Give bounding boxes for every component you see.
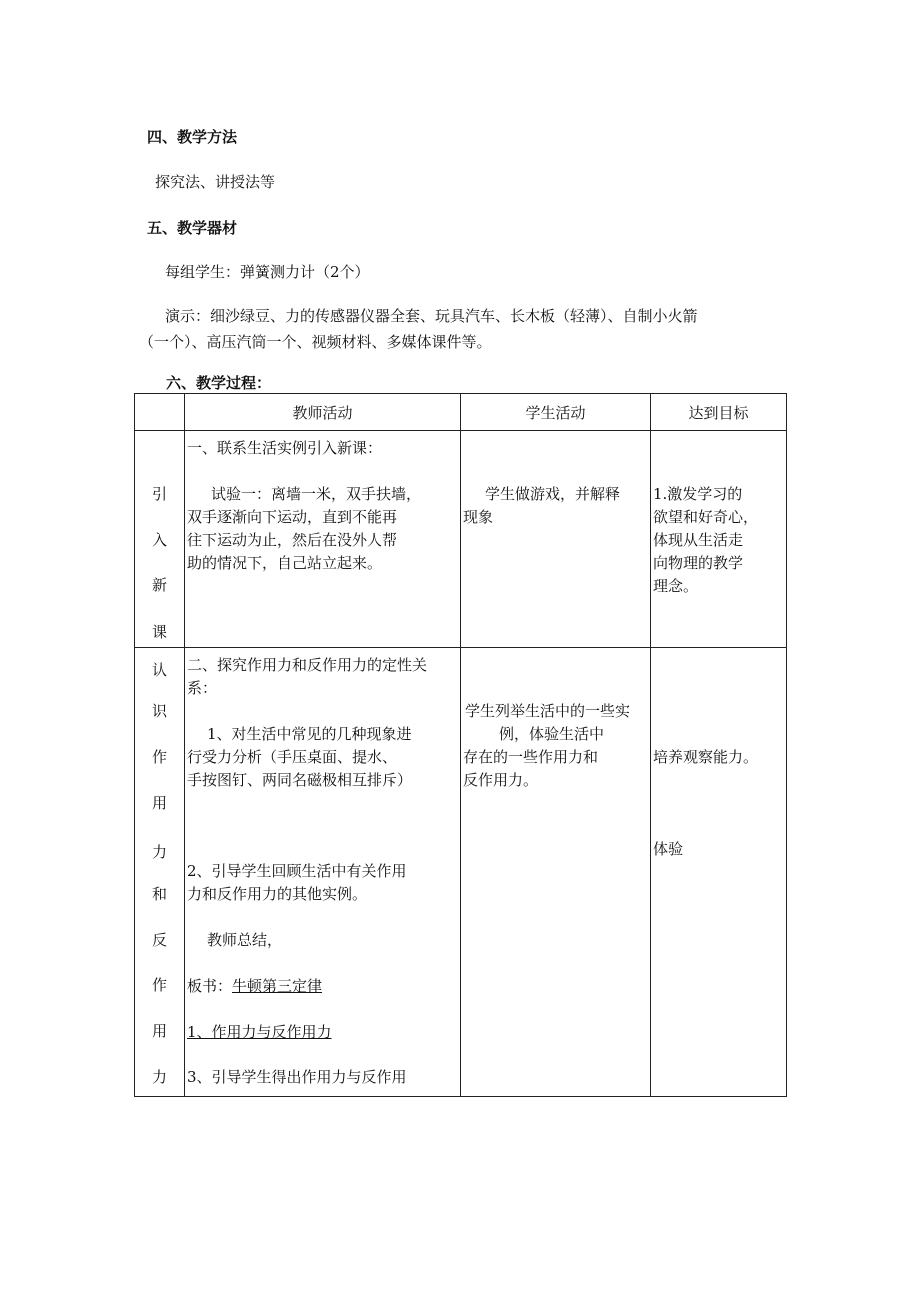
table-row-intro: [135, 431, 787, 648]
text-line: 体验: [653, 840, 684, 858]
header-teacher: 教师活动: [185, 394, 461, 431]
text-line: 1、作用力与反作用力: [187, 1023, 332, 1041]
stage-char: 和: [152, 885, 168, 903]
text-line: 学生做游戏，并解释: [485, 485, 621, 503]
section-5-line-2b: （一个）、高压汽筒一个、视频材料、多媒体课件等。: [139, 333, 492, 351]
text-line: 行受力分析（手压桌面、提水、: [187, 748, 398, 766]
section-6-title: 六、教学过程：: [166, 374, 272, 392]
stage-char: 新: [152, 576, 168, 594]
text-line: 反作用力。: [463, 771, 539, 789]
teacher-activity-action-reaction: [185, 648, 461, 1097]
stage-char: 力: [152, 1068, 168, 1086]
text-line: 手按图钉、两同名磁极相互排斥）: [187, 771, 413, 789]
stage-label-intro: [135, 431, 185, 648]
teacher-activity-intro: [185, 431, 461, 648]
stage-char: 作: [152, 976, 168, 994]
section-5-line-1: 每组学生：弹簧测力计（2个）: [165, 263, 370, 281]
text-line: 现象: [463, 508, 494, 526]
text-line: 教师总结，: [207, 931, 283, 949]
stage-char: 入: [152, 531, 168, 549]
student-activity-intro: [461, 431, 651, 648]
stage-char: 用: [152, 794, 168, 812]
text-line: 体现从生活走: [653, 531, 744, 549]
header-student: 学生活动: [461, 394, 651, 431]
text-line: 往下运动为止，然后在没外人帮: [187, 531, 398, 549]
text-line: 向物理的教学: [653, 554, 744, 572]
stage-char: 用: [152, 1022, 168, 1040]
stage-char: 力: [152, 843, 168, 861]
text-line: 2、引导学生回顾生活中有关作用: [187, 862, 407, 880]
table-row-action-reaction: [135, 648, 787, 1097]
stage-char: 认: [152, 661, 168, 679]
text-line: 1、对生活中常见的几种现象进: [207, 725, 412, 743]
board-label: 板书：: [187, 977, 233, 995]
text-line: 例，体验生活中: [499, 725, 605, 743]
text-line: 理念。: [653, 577, 699, 595]
section-5-title: 五、教学器材: [147, 219, 238, 237]
text-line: 系：: [187, 679, 218, 697]
text-line: 双手逐渐向下运动，直到不能再: [187, 508, 398, 526]
text-line: 二、探究作用力和反作用力的定性关: [187, 656, 428, 674]
text-line: 学生列举生活中的一些实: [465, 702, 631, 720]
stage-char: 课: [152, 623, 168, 641]
text-line: 试验一：离墙一米，双手扶墙，: [211, 485, 422, 503]
header-goal: 达到目标: [651, 394, 787, 431]
text-line: 培养观察能力。: [653, 748, 759, 766]
section-4-title: 四、教学方法: [147, 128, 238, 146]
text-line: 存在的一些作用力和: [463, 748, 599, 766]
text-line: 欲望和好奇心，: [653, 508, 759, 526]
text-line: 助的情况下，自己站立起来。: [187, 554, 383, 572]
stage-char: 引: [152, 485, 168, 503]
text-line: 1.激发学习的: [653, 485, 743, 503]
stage-char: 作: [152, 748, 168, 766]
section-4-body: 探究法、讲授法等: [155, 173, 276, 191]
text-line: 3、引导学生得出作用力与反作用: [187, 1068, 407, 1086]
table-header-row: [135, 394, 787, 431]
header-stage: [135, 394, 185, 431]
text-line: [187, 975, 322, 996]
goal-intro: [651, 431, 787, 648]
board-title: 牛顿第三定律: [232, 977, 323, 995]
section-5-line-2a: 演示：细沙绿豆、力的传感器仪器全套、玩具汽车、长木板（轻薄）、自制小火箭: [165, 307, 698, 325]
goal-action-reaction: [651, 648, 787, 1097]
text-line: 力和反作用力的其他实例。: [187, 885, 368, 903]
stage-label-action-reaction: [135, 648, 185, 1097]
teaching-process-table: [134, 393, 787, 1097]
student-activity-action-reaction: [461, 648, 651, 1097]
stage-char: 识: [152, 702, 168, 720]
stage-char: 反: [152, 931, 168, 949]
text-line: 一、联系生活实例引入新课：: [187, 439, 383, 457]
